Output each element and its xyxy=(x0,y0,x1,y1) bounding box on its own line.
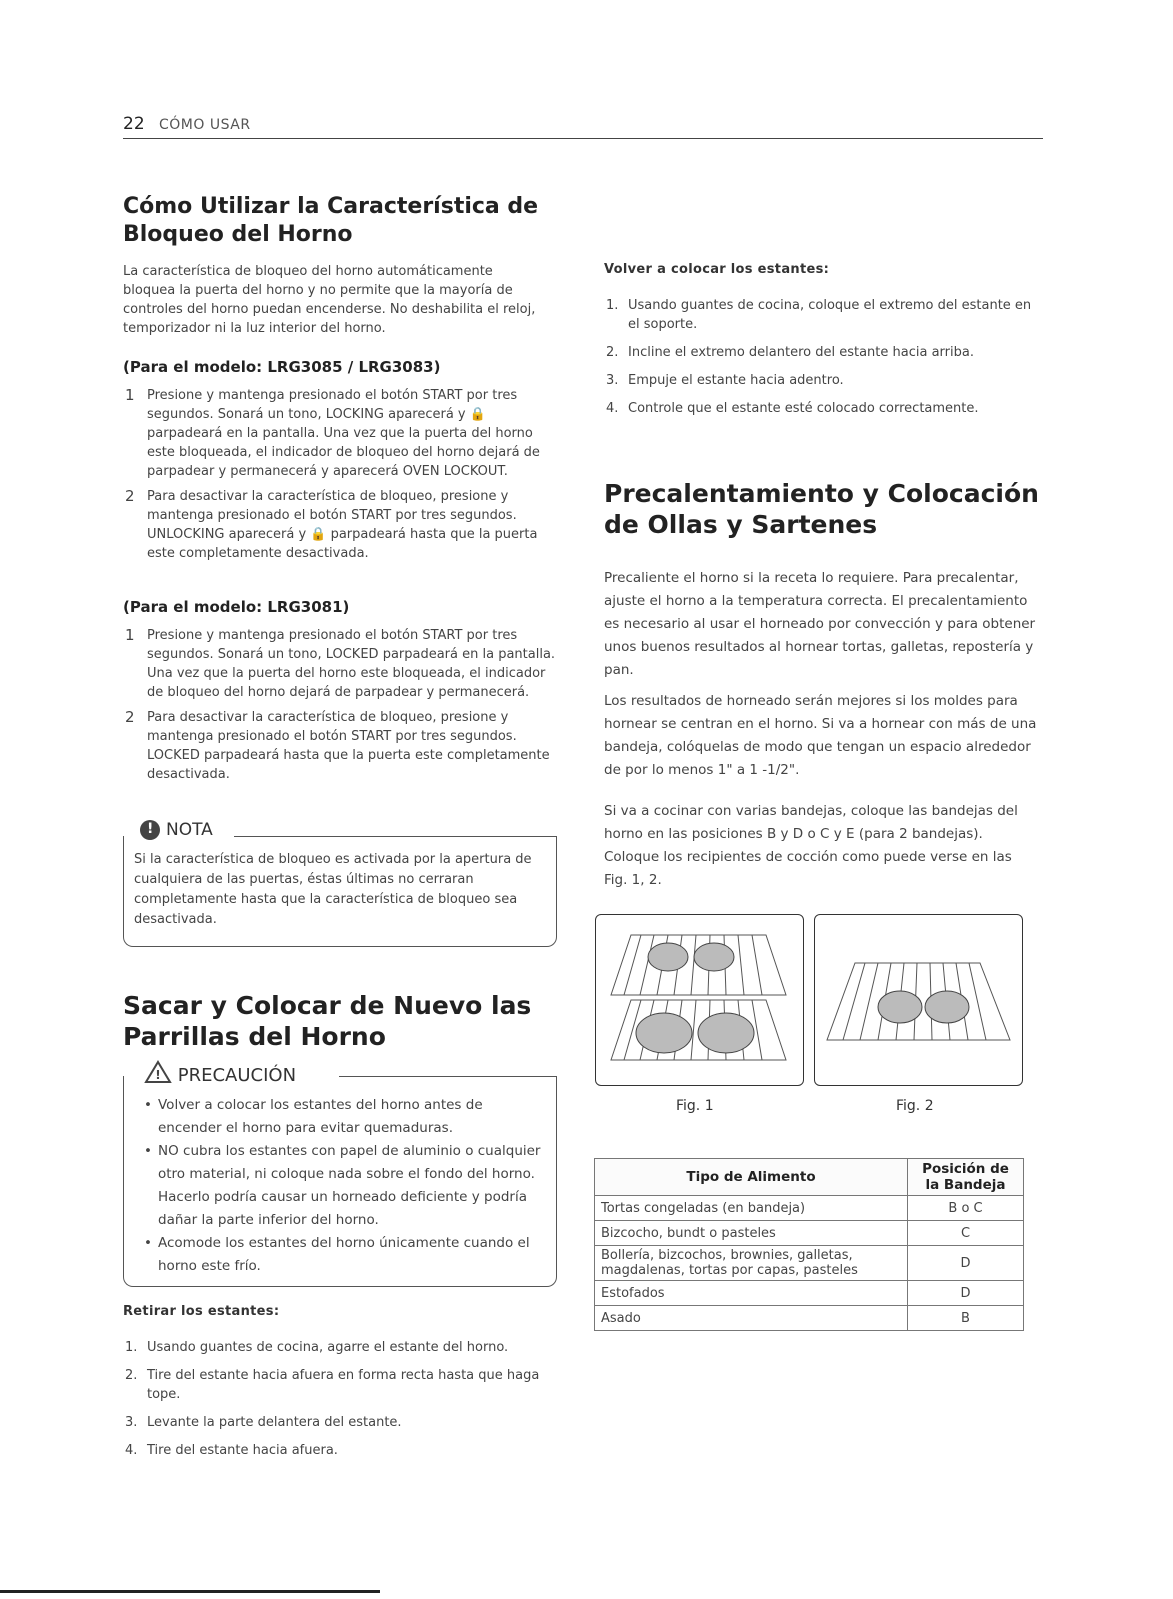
bloqueo-title-line1: Cómo Utilizar la Característica de xyxy=(123,194,539,219)
bloqueo-intro: La característica de bloqueo del horno automáticamente bloquea la puerta del horno y no permite que la mayoría de controles del horno puedan encenderse. No deshabilita el reloj, temporizador ni la luz interior del horno. xyxy=(123,264,536,336)
list-item: • Acomode los estantes del horno únicamente cuando el horno este frío. xyxy=(142,1232,542,1278)
info-icon xyxy=(140,820,160,840)
table-cell: D xyxy=(908,1281,1024,1306)
oven-racks-two-levels-image xyxy=(596,915,803,1085)
table-row xyxy=(595,1196,1024,1221)
table-row xyxy=(595,1246,1024,1281)
table-cell: Bizcocho, bundt o pasteles xyxy=(595,1221,908,1246)
list-item: 1. Usando guantes de cocina, agarre el estante del horno. xyxy=(125,1340,509,1355)
note-text: Si la característica de bloqueo es activada por la apertura de cualquiera de las puertas, éstas últimas no cerraran completamente hasta que la característica de bloqueo sea desactivada. xyxy=(134,852,532,927)
model-b-heading: (Para el modelo: LRG3081) xyxy=(123,598,350,616)
retirar-heading: Retirar los estantes: xyxy=(123,1304,280,1319)
figure-1-caption: Fig. 1 xyxy=(676,1098,714,1114)
list-item: 2 Para desactivar la característica de bloqueo, presione y mantenga presionado el botón START por tres segundos. UNLOCKING aparecerá y 🔒 parpadeará hasta que la puerta este completamente desactivada. xyxy=(125,487,538,561)
table-cell: B xyxy=(908,1306,1024,1331)
list-item: 2. Tire del estante hacia afuera en forma recta hasta que haga tope. xyxy=(125,1368,540,1402)
caution-title: ! PRECAUCIÓN xyxy=(144,1060,302,1086)
table-row xyxy=(595,1306,1024,1331)
table-row xyxy=(595,1221,1024,1246)
table-header-row xyxy=(595,1159,1024,1196)
model-a-steps xyxy=(123,386,558,569)
precal-paragraph-2: Los resultados de horneado serán mejores si los moldes para hornear se centran en el horno. Si va a hornear con más de una bandeja, colóquelas de modo que tengan un espacio alrededor de por lo menos 1" a 1 -1/2". xyxy=(604,693,1037,778)
list-item: • NO cubra los estantes con papel de aluminio o cualquier otro material, ni coloque nada sobre el fondo del horno. Hacerlo podría causar un horneado deficiente y podría dañar la parte inferior del horno. xyxy=(142,1140,542,1232)
list-item: 2. Incline el extremo delantero del estante hacia arriba. xyxy=(606,345,974,360)
list-item: 3. Levante la parte delantera del estante. xyxy=(125,1415,402,1430)
bottom-rule xyxy=(0,1590,380,1593)
precal-title-line2: de Ollas y Sartenes xyxy=(604,510,878,540)
table-cell: Asado xyxy=(595,1306,908,1331)
table-header: Posición de la Bandeja xyxy=(908,1159,1024,1196)
bloqueo-title-line2: Bloqueo del Horno xyxy=(123,221,353,247)
list-item: 3. Empuje el estante hacia adentro. xyxy=(606,373,844,388)
bloqueo-title xyxy=(123,193,538,248)
table-cell: Tortas congeladas (en bandeja) xyxy=(595,1196,908,1221)
table-header: Tipo de Alimento xyxy=(595,1159,908,1196)
table-cell: Bollería, bizcochos, brownies, galletas, magdalenas, tortas por capas, pasteles xyxy=(595,1246,908,1281)
sacar-title-line2: Parrillas del Horno xyxy=(123,1022,386,1052)
list-item: 1 Presione y mantenga presionado el botón START por tres segundos. Sonará un tono, LOCKED parpadeará en la pantalla. Una vez que la puerta del horno este bloqueada, el indicador de bloqueo del horno dejará de parpadear y permanecerá. xyxy=(125,626,556,700)
page-header xyxy=(123,114,1043,139)
oven-rack-single-level-image xyxy=(815,915,1022,1085)
list-item: 1 Presione y mantenga presionado el botón START por tres segundos. Sonará un tono, LOCKING aparecerá y 🔒 parpadeará en la pantalla. Una vez que la puerta del horno este bloqueada, el indicador de bloqueo del horno dejará de parpadear y permanecerá y aparecerá OVEN LOCKOUT. xyxy=(125,386,540,479)
section-title: CÓMO USAR xyxy=(159,117,251,133)
page-number: 22 xyxy=(123,114,145,134)
caution-box xyxy=(123,1065,557,1287)
precal-title-line1: Precalentamiento y Colocación xyxy=(604,479,1039,508)
figure-2-caption: Fig. 2 xyxy=(896,1098,934,1114)
caution-list xyxy=(142,1094,542,1278)
warning-icon xyxy=(144,1060,172,1084)
model-b-steps xyxy=(123,626,558,790)
precal-paragraph-1: Precaliente el horno si la receta lo requiere. Para precalentar, ajuste el horno a la temperatura correcta. El precalentamiento es necesario al usar el horneado por convección y para obtener unos buenos resultados al hornear tortas, galletas, repostería y pan. xyxy=(604,570,1036,678)
table-row xyxy=(595,1281,1024,1306)
volver-steps xyxy=(604,296,1034,427)
figure-2 xyxy=(814,914,1023,1086)
table-cell: D xyxy=(908,1246,1024,1281)
list-item: 4. Controle que el estante esté colocado correctamente. xyxy=(606,401,979,416)
note-box xyxy=(123,820,557,947)
svg-text:!: ! xyxy=(155,1068,161,1082)
list-item: • Volver a colocar los estantes del horno antes de encender el horno para evitar quemaduras. xyxy=(142,1094,542,1140)
retirar-steps xyxy=(123,1338,553,1469)
table-cell: B o C xyxy=(908,1196,1024,1221)
model-a-heading: (Para el modelo: LRG3085 / LRG3083) xyxy=(123,358,441,376)
volver-heading: Volver a colocar los estantes: xyxy=(604,262,830,277)
sacar-title-line1: Sacar y Colocar de Nuevo las xyxy=(123,991,532,1020)
sacar-title xyxy=(123,990,531,1053)
table-cell: Estofados xyxy=(595,1281,908,1306)
note-title: !NOTA xyxy=(140,820,219,840)
list-item: 2 Para desactivar la característica de bloqueo, presione y mantenga presionado el botón START por tres segundos. LOCKED parpadeará hasta que la puerta este completamente desactivada. xyxy=(125,708,550,782)
precal-title xyxy=(604,478,1039,541)
figure-1 xyxy=(595,914,804,1086)
table-cell: C xyxy=(908,1221,1024,1246)
list-item: 1. Usando guantes de cocina, coloque el extremo del estante en el soporte. xyxy=(606,298,1032,332)
precal-paragraph-3: Si va a cocinar con varias bandejas, coloque las bandejas del horno en las posiciones B y D o C y E (para 2 bandejas). Coloque los recipientes de cocción como puede verse en las Fig. 1, 2. xyxy=(604,803,1018,888)
list-item: 4. Tire del estante hacia afuera. xyxy=(125,1443,338,1458)
rack-position-table xyxy=(594,1158,1024,1331)
